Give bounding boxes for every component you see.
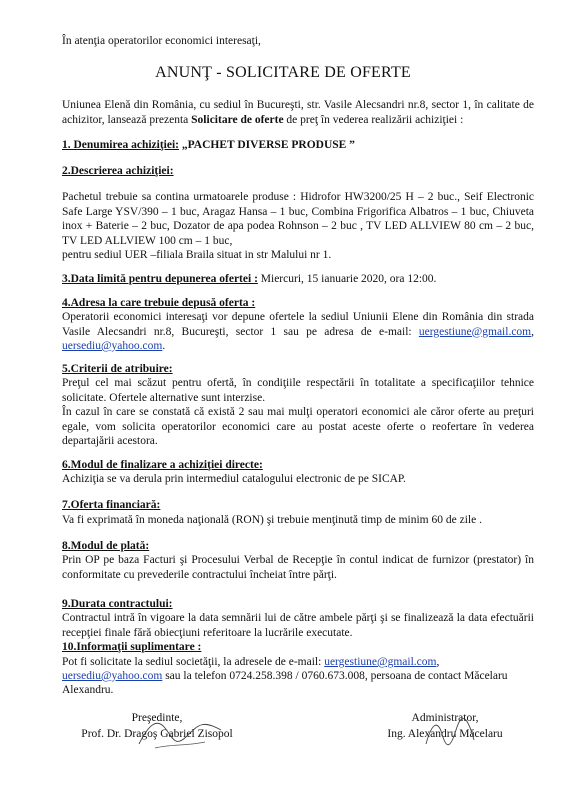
section-3 <box>62 272 436 286</box>
section-4-sep: , <box>531 325 534 338</box>
section-2-body2: pentru sediul UER –filiala Braila situat in str Malului nr 1. <box>62 249 332 261</box>
section-4-body <box>62 310 534 354</box>
section-5-p1: Preţul cel mai scăzut pentru ofertă, în condiţiile respectării în totalitate a specificaţiilor tehnice solicitate. Ofertele alternative sunt interzise. <box>62 377 534 404</box>
signature-right <box>370 710 520 742</box>
section-4-text: Operatorii economici interesaţi vor depune ofertele la sediul Uniunii Elene din România din strada Vasile Alecsandri nr.8, Bucureşti, sector 1 sau pe adresa de e-mail: <box>62 311 534 338</box>
signature-left <box>62 710 252 742</box>
section-5-label: 5.Criterii de atribuire: <box>62 363 173 375</box>
signature-left-role: Preşedinte, <box>131 712 183 724</box>
section-2-body: Pachetul trebuie sa contina urmatoarele produse : Hidrofor HW3200/25 H – 2 buc., Seif Electronic Safe Large YSV/390 – 1 buc, Aragaz Hansa – 1 buc, Combina Frigorifica Albatros – 1 buc, Chiuveta inox + Baterie – 2 buc, Dozator de apa podea Rohnson – 2 buc , TV LED ALLVIEW 80 cm – 2 buc, TV LED ALLVIEW 100 cm – 1 buc, <box>62 191 534 247</box>
section-10-text: Pot fi solicitate la sediul societăţii, la adresele de e-mail: <box>62 656 325 668</box>
section-1-value: „PACHET DIVERSE PRODUSE ” <box>181 139 355 151</box>
lead-paragraph <box>62 98 534 127</box>
email-link-gmail-2[interactable]: uergestiune@gmail.com <box>324 656 437 668</box>
section-4-label: 4.Adresa la care trebuie depusă oferta : <box>62 297 256 309</box>
section-3-value: Miercuri, 15 ianuarie 2020, ora 12:00. <box>257 273 437 285</box>
section-5-p2: În cazul în care se constată că există 2 sau mai mulţi operatori economici ale căror oferte au preţuri egale, vom solicita operatorilor economici care au postat aceste oferte o reofertare în vederea departajării acestora. <box>62 406 534 447</box>
email-link-gmail[interactable]: uergestiune@gmail.com <box>418 325 532 338</box>
section-10-line2 <box>62 669 508 683</box>
lead-text: Uniunea Elenă din România, cu sediul în Bucureşti, str. Vasile Alecsandri nr.8, sector 1, în calitate de achizitor, lansează prezenta <box>62 99 534 126</box>
section-10-comma: , <box>436 656 440 668</box>
section-1-label: 1. Denumirea achiziţiei: <box>62 139 179 151</box>
section-10-line1 <box>62 655 439 669</box>
section-6-body: Achiziţia se va derula prin intermediul catalogului electronic de pe SICAP. <box>62 473 406 485</box>
section-1 <box>62 138 355 152</box>
section-10-line3: Alexandru. <box>62 684 114 696</box>
section-4-end: . <box>162 340 166 352</box>
section-8-label: 8.Modul de plată: <box>62 540 150 552</box>
signature-right-name: Ing. Alexandru Măcelaru <box>387 728 503 740</box>
lead-text-end: de preţ în vederea realizării achiziţiei : <box>283 113 464 126</box>
section-2-label: 2.Descrierea achiziţiei: <box>62 165 174 177</box>
intro-line: În atenţia operatorilor economici interesaţi, <box>62 35 261 47</box>
page-title: ANUNŢ - SOLICITARE DE OFERTE <box>155 64 411 81</box>
section-10-label: 10.Informaţii suplimentare : <box>62 641 202 653</box>
section-10-contact: sau la telefon 0724.258.398 / 0760.673.008, persoana de contact Măcelaru <box>162 670 508 682</box>
section-8-body: Prin OP pe baza Facturi şi Procesului Verbal de Recepţie în contul indicat de furnizor (prestator) în conformitate cu prevederile contractului încheiat între părţi. <box>62 554 534 581</box>
section-9-label: 9.Durata contractului: <box>62 598 173 610</box>
lead-bold: Solicitare de oferte <box>191 113 284 126</box>
section-9-body: Contractul intră în vigoare la data semnării lui de către ambele părţi şi se finalizează la data efectuării recepţiei finale fără obiecţiuni referitoare la lucrările executate. <box>62 612 534 639</box>
signature-right-role: Administrator, <box>411 712 479 724</box>
email-link-yahoo[interactable]: uersediu@yahoo.com <box>62 340 163 352</box>
section-7-label: 7.Oferta financiară: <box>62 499 161 511</box>
section-7-body: Va fi exprimată în moneda naţională (RON) şi trebuie menţinută timp de minim 60 de zile . <box>62 514 482 526</box>
email-link-yahoo-2[interactable]: uersediu@yahoo.com <box>62 670 163 682</box>
section-3-label: 3.Data limită pentru depunerea ofertei : <box>62 273 258 285</box>
signature-left-name: Prof. Dr. Dragoş Gabriel Zisopol <box>81 728 233 740</box>
section-6-label: 6.Modul de finalizare a achiziţiei directe: <box>62 459 263 471</box>
